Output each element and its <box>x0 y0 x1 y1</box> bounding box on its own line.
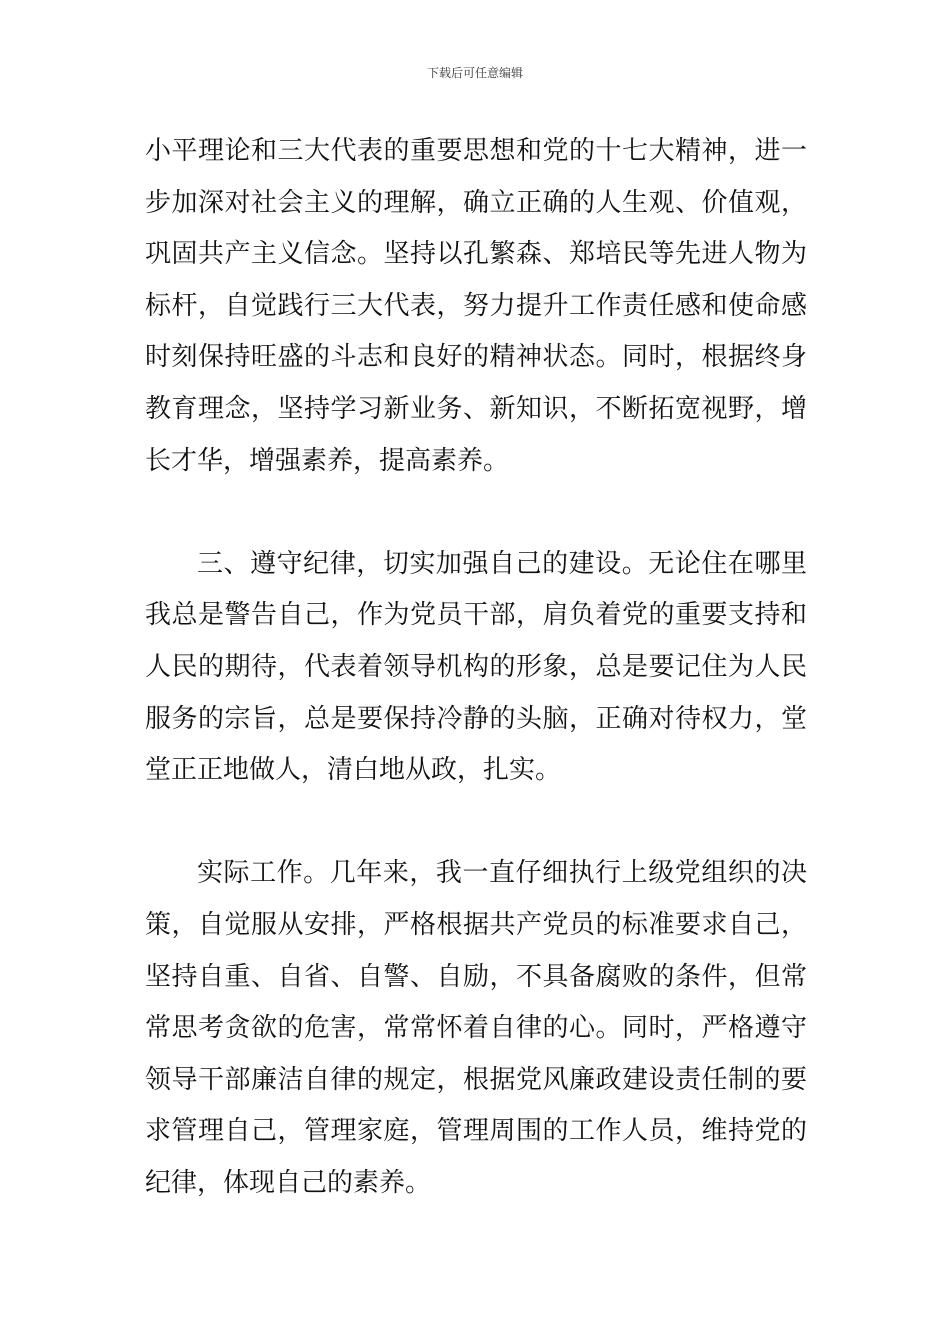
paragraph-spacer <box>145 487 807 539</box>
page-header-note: 下载后可任意编辑 <box>426 66 523 80</box>
paragraph-spacer <box>145 797 807 849</box>
document-body <box>145 126 807 1209</box>
paragraph-practical-work: 实际工作。几年来，我一直仔细执行上级党组织的决策，自觉服从安排，严格根据共产党员的标准要求自己，坚持自重、自省、自警、自励，不具备腐败的条件，但常常思考贪欲的危害，常常怀着自律的心。同时，严格遵守领导干部廉洁自律的规定，根据党风廉政建设责任制的要求管理自己，管理家庭，管理周围的工作人员，维持党的纪律，体现自己的素养。 <box>145 858 807 1198</box>
paragraph-continued: 小平理论和三大代表的重要思想和党的十七大精神，进一步加深对社会主义的理解，确立正确的人生观、价值观，巩固共产主义信念。坚持以孔繁森、郑培民等先进人物为标杆，自觉践行三大代表，努力提升工作责任感和使命感时刻保持旺盛的斗志和良好的精神状态。同时，根据终身教育理念，坚持学习新业务、新知识，不断拓宽视野，增长才华，增强素养，提高素养。 <box>145 136 807 476</box>
paragraph-discipline: 三、遵守纪律，切实加强自己的建设。无论住在哪里我总是警告自己，作为党员干部，肩负着党的重要支持和人民的期待，代表着领导机构的形象，总是要记住为人民服务的宗旨，总是要保持冷静的头脑，正确对待权力，堂堂正正地做人，清白地从政，扎实。 <box>145 548 807 786</box>
